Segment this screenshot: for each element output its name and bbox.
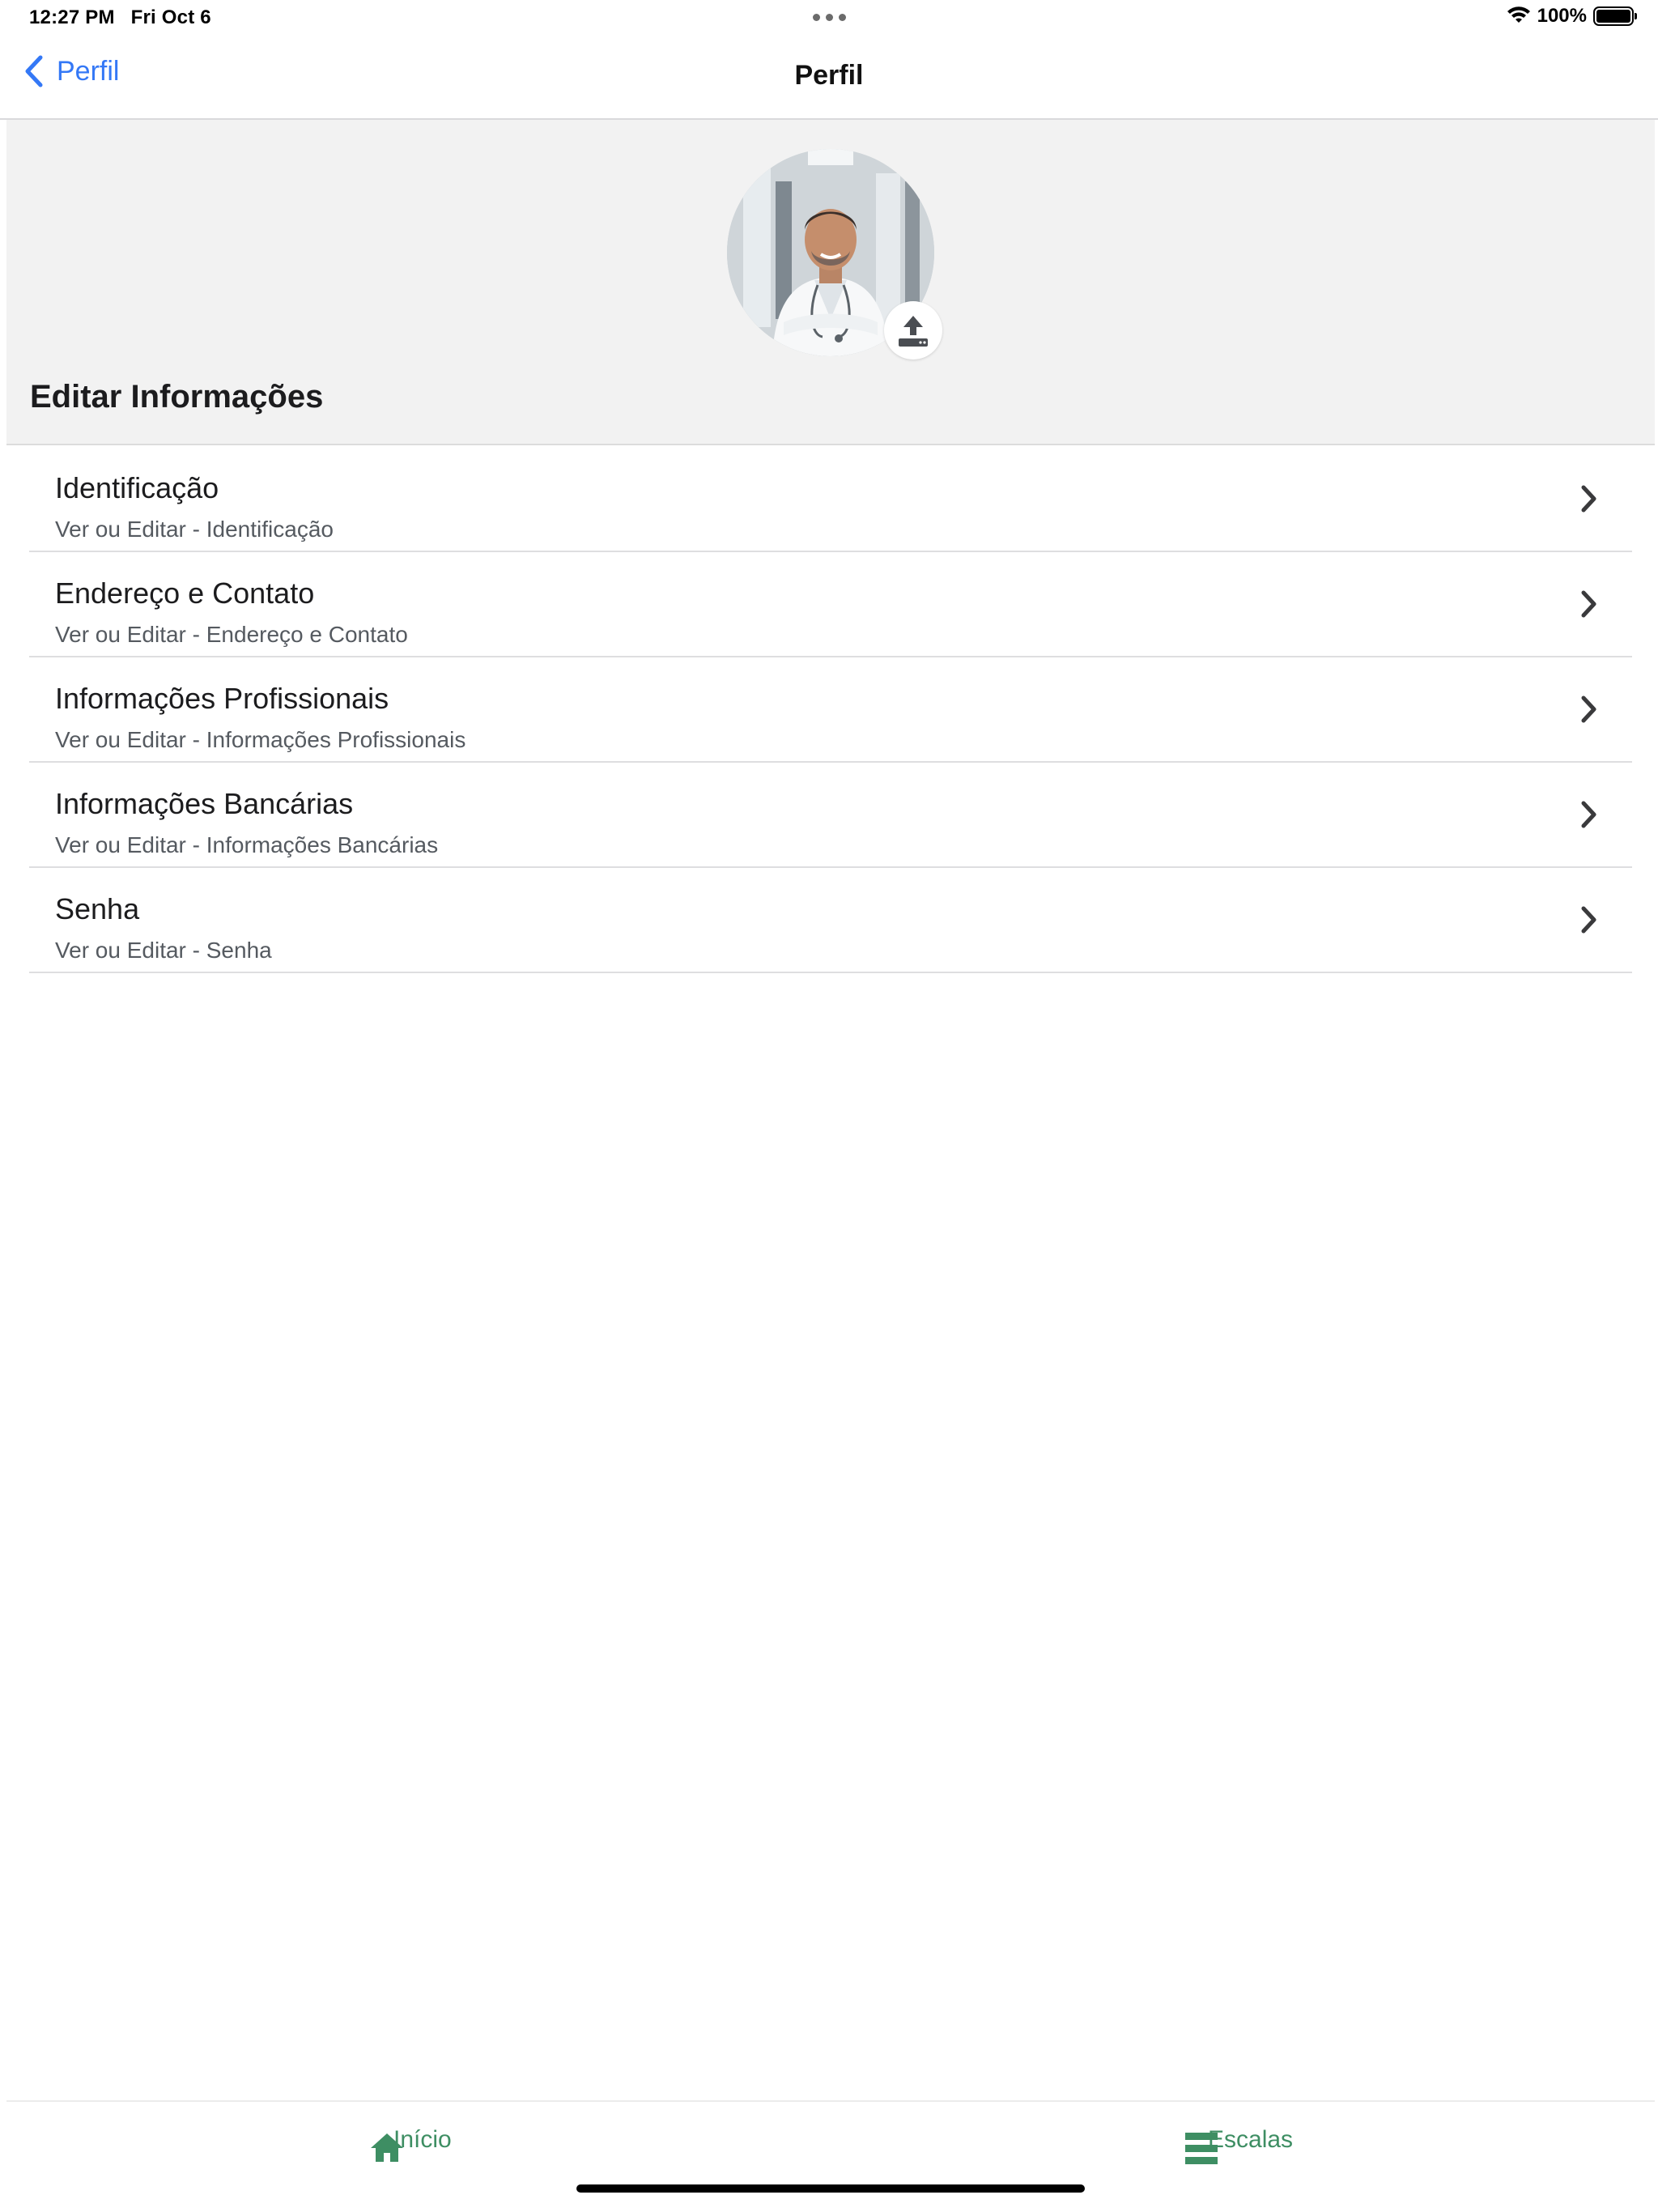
navigation-bar	[0, 36, 1658, 120]
tab-inicio[interactable]	[369, 2126, 452, 2163]
status-time-date	[29, 6, 211, 29]
menu-item-title: Senha	[55, 892, 140, 925]
status-date: Fri Oct 6	[130, 6, 211, 28]
back-button-label: Perfil	[57, 55, 120, 87]
wifi-icon	[1507, 6, 1531, 26]
status-indicators	[1507, 5, 1634, 28]
upload-icon	[895, 313, 931, 348]
menu-item-informacoes-profissionais[interactable]	[29, 657, 1632, 763]
tab-label: Escalas	[1208, 2126, 1294, 2153]
chevron-right-icon	[1580, 695, 1598, 724]
menu-item-title: Informações Profissionais	[55, 682, 389, 715]
status-bar	[0, 0, 1658, 36]
menu-item-title: Endereço e Contato	[55, 576, 315, 610]
menu-item-subtitle: Ver ou Editar - Senha	[55, 938, 272, 963]
section-title: Editar Informações	[30, 379, 324, 415]
battery-percent: 100%	[1537, 5, 1587, 27]
page-title: Perfil	[794, 60, 864, 91]
menu-item-senha[interactable]	[29, 868, 1632, 973]
tab-escalas[interactable]	[1184, 2126, 1293, 2167]
menu-item-subtitle: Ver ou Editar - Informações Bancárias	[55, 832, 439, 857]
menu-item-title: Informações Bancárias	[55, 787, 354, 820]
profile-menu-list	[29, 447, 1632, 973]
chevron-right-icon	[1580, 905, 1598, 934]
menu-item-informacoes-bancarias[interactable]	[29, 763, 1632, 868]
menu-item-endereco-contato[interactable]	[29, 552, 1632, 657]
menu-item-subtitle: Ver ou Editar - Informações Profissionais	[55, 727, 466, 752]
home-indicator[interactable]	[576, 2184, 1085, 2193]
tab-label: Início	[393, 2126, 452, 2153]
multitasking-dots-icon[interactable]	[813, 14, 846, 21]
battery-icon	[1593, 6, 1634, 26]
menu-item-identificacao[interactable]	[29, 447, 1632, 552]
status-time: 12:27 PM	[29, 6, 115, 28]
menu-item-subtitle: Ver ou Editar - Endereço e Contato	[55, 622, 408, 647]
chevron-right-icon	[1580, 484, 1598, 513]
menu-item-title: Identificação	[55, 471, 219, 504]
chevron-right-icon	[1580, 589, 1598, 619]
tab-bar	[6, 2100, 1655, 2212]
upload-photo-button[interactable]	[884, 301, 942, 359]
menu-item-subtitle: Ver ou Editar - Identificação	[55, 517, 334, 542]
chevron-right-icon	[1580, 800, 1598, 829]
profile-header	[6, 120, 1655, 445]
